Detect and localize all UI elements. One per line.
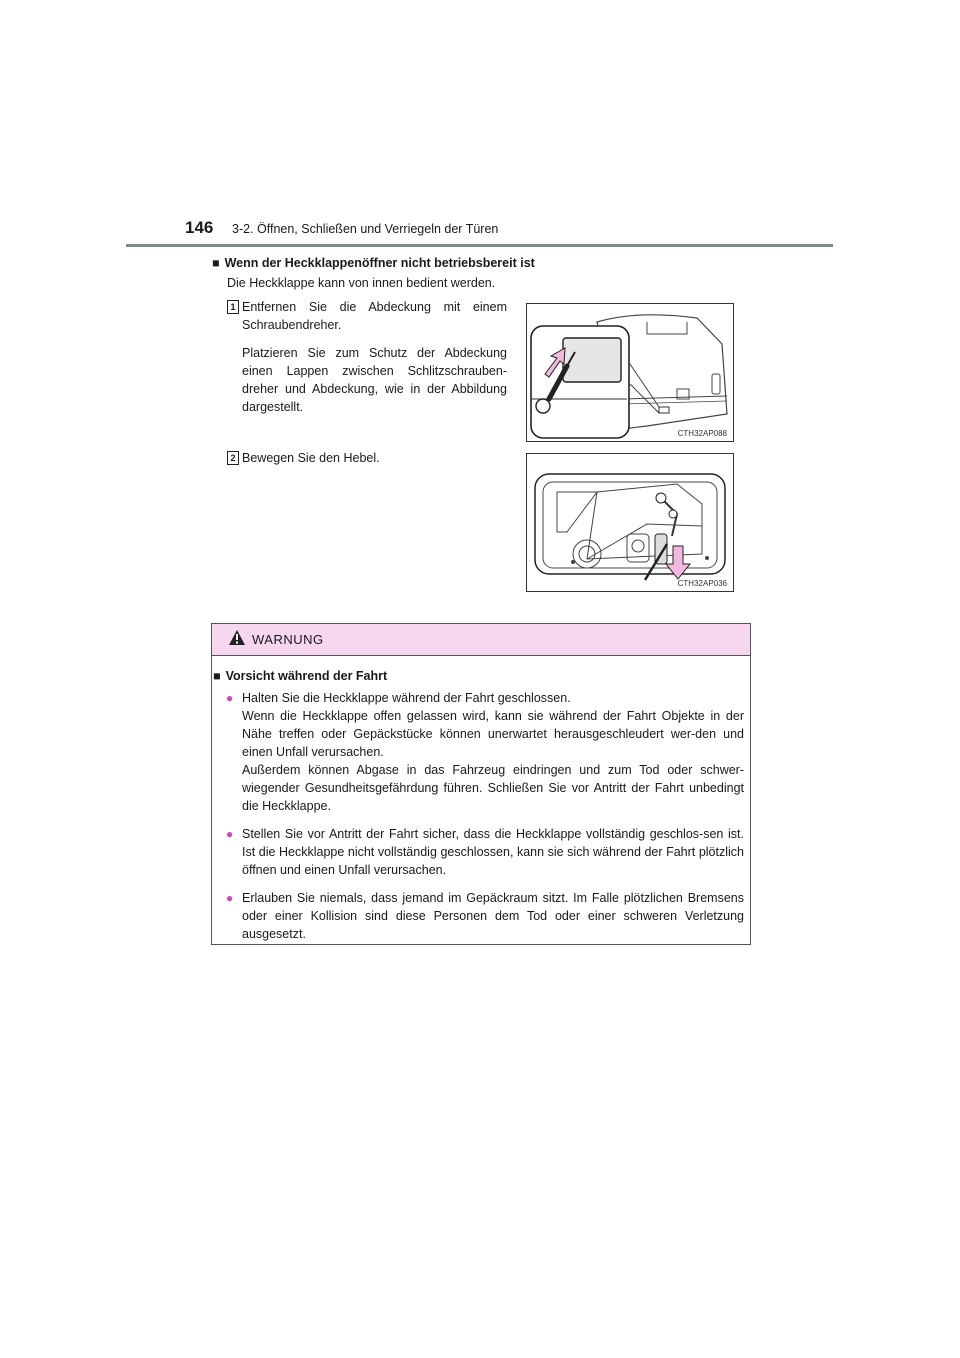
warning-header xyxy=(212,624,750,656)
figure-code: CTH32AP036 xyxy=(677,579,727,588)
block-intro: Die Heckklappe kann von innen bedient werden. xyxy=(227,276,496,290)
section-title: 3-2. Öffnen, Schließen und Verriegeln der Türen xyxy=(232,222,499,236)
warning-item xyxy=(226,889,744,943)
warning-triangle-icon xyxy=(228,629,246,646)
warning-line: Wenn die Heckklappe offen gelassen wird, kann sie während der Fahrt Objekte in der Nähe treffen oder Gepäckstücke können unerwartet herausgeschleudert wer-den und einen Unfall verursachen. xyxy=(242,709,744,759)
figure-code: CTH32AP088 xyxy=(677,429,727,438)
bullet-icon: ● xyxy=(226,891,234,905)
tailgate-cover-illustration xyxy=(527,304,733,441)
step-1-paragraph: Entfernen Sie die Abdeckung mit einem Schraubendreher. xyxy=(242,300,507,332)
warning-line: Halten Sie die Heckklappe während der Fahrt geschlossen. xyxy=(242,691,571,705)
warning-heading xyxy=(212,669,387,683)
step-badge-2: 2 xyxy=(227,451,239,465)
figure-remove-cover xyxy=(526,303,734,442)
block-heading xyxy=(212,256,535,270)
warning-list xyxy=(226,689,744,953)
bullet-icon: ● xyxy=(226,691,234,705)
square-bullet-icon: ■ xyxy=(213,669,221,683)
step-2-paragraph: Bewegen Sie den Hebel. xyxy=(242,451,380,465)
header-rule xyxy=(126,244,833,247)
step-2-text xyxy=(242,449,507,477)
block-heading-text: Wenn der Heckklappenöffner nicht betriebsbereit ist xyxy=(224,256,535,270)
step-1-text xyxy=(242,298,507,426)
bullet-icon: ● xyxy=(226,827,234,841)
warning-title: WARNUNG xyxy=(252,632,324,647)
warning-line: Außerdem können Abgase in das Fahrzeug eindringen und zum Tod oder schwer-wiegender Gesundheitsgefährdung führen. Schließen Sie vor Antritt der Fahrt unbedingt die Heckklappe. xyxy=(242,763,744,813)
step-badge-1: 1 xyxy=(227,300,239,314)
warning-line: Stellen Sie vor Antritt der Fahrt sicher, dass die Heckklappe vollständig geschlos-sen ist. Ist die Heckklappe nicht vollständig geschlossen, kann sie sich während der Fahrt plötzlich öffnen und einen Unfall verursachen. xyxy=(242,827,744,877)
warning-heading-text: Vorsicht während der Fahrt xyxy=(225,669,388,683)
page-number: 146 xyxy=(185,218,214,237)
step-1-paragraph: Platzieren Sie zum Schutz der Abdeckung einen Lappen zwischen Schlitzschrauben-dreher und Abdeckung, wie in der Abbildung dargestellt. xyxy=(242,346,507,414)
figure-move-lever xyxy=(526,453,734,592)
warning-line: Erlauben Sie niemals, dass jemand im Gepäckraum sitzt. Im Falle plötzlichen Bremsens oder einer Kollision sind diese Personen dem Tod oder einer schweren Verletzung ausgesetzt. xyxy=(242,891,744,941)
warning-item xyxy=(226,825,744,879)
warning-item xyxy=(226,689,744,815)
square-bullet-icon: ■ xyxy=(212,256,220,270)
warning-box xyxy=(211,623,751,945)
lever-illustration xyxy=(527,454,733,591)
